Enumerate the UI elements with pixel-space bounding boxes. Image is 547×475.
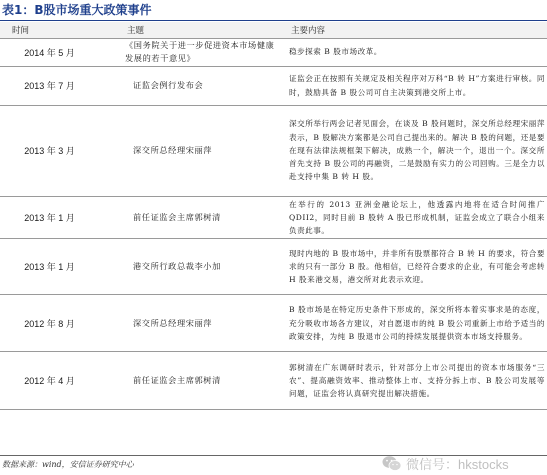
row-time: 2013 年 3 月 <box>0 105 107 196</box>
row-topic: 《国务院关于进一步促进资本市场健康发展的若干意见》 <box>107 38 287 66</box>
watermark <box>382 452 542 474</box>
table-row <box>0 105 547 196</box>
row-time: 2014 年 5 月 <box>0 38 107 66</box>
row-time: 2013 年 7 月 <box>0 66 107 105</box>
table-row <box>0 295 547 352</box>
row-time: 2013 年 1 月 <box>0 196 107 239</box>
watermark-text: 微信号：hkstocks <box>406 456 509 472</box>
data-source-note: 数据来源：wind，安信证券研究中心 <box>2 460 134 469</box>
row-content: 深交所举行两会记者见面会，在谈及 B 股问题时，深交所总经理宋丽萍表示，B 股解决方案都是公司自己提出来的。解决 B 股的问题，还是要在现有法律法规框架下解决，成熟一个，解决一个，退出一个。深交所首先支持 B 股公司的再融资，二是鼓励有实力的公司回购。三是全力以赴支持中集 B 转 H 股。 <box>287 105 547 196</box>
row-time: 2012 年 4 月 <box>0 352 107 410</box>
column-header-content: 主要内容 <box>287 22 547 38</box>
row-content: 证监会正在按照有关规定及相关程序对万科“B 转 H”方案进行审核。同时，鼓励具备 B 股公司可自主决策到港交所上市。 <box>287 66 547 105</box>
table-header-row <box>0 22 547 38</box>
row-topic: 深交所总经理宋丽萍 <box>107 105 287 196</box>
table-row <box>0 196 547 239</box>
policy-events-table <box>0 22 547 410</box>
column-header-time: 时间 <box>0 22 107 38</box>
table-caption: 表1：B股市场重大政策事件 <box>2 3 152 17</box>
row-topic: 前任证监会主席郭树清 <box>107 352 287 410</box>
row-content: 在举行的 2013 亚洲金融论坛上，他透露内地将在适合时间推广 QDII2，同时目前 B 股转 A 股已形成机制，证监会成立了联合小组来负责此事。 <box>287 196 547 239</box>
row-topic: 证监会例行发布会 <box>107 66 287 105</box>
column-header-topic: 主题 <box>107 22 287 38</box>
table-row <box>0 38 547 66</box>
row-content: B 股市场是在特定历史条件下形成的，深交所将本着实事求是的态度，充分吸收市场各方建议，对自愿退市的纯 B 股公司重新上市给予适当的政策安排，为纯 B 股退市公司的持续发展提供资本市场支持服务。 <box>287 295 547 352</box>
table-row <box>0 239 547 295</box>
caption-divider <box>0 20 547 21</box>
row-content: 郭树清在广东调研时表示，针对部分上市公司提出的资本市场服务“三农”、提高融资效率、推动整体上市、支持分拆上市、B 股公司发展等问题，证监会将认真研究提出解决措施。 <box>287 352 547 410</box>
row-content: 现时内地的 B 股市场中，并非所有股票都符合 B 转 H 的要求，符合要求的只有一部分 B 股。他相信，已经符合要求的企业，有可能会考虑转 H 股来港交易，港交所对此表示欢迎。 <box>287 239 547 295</box>
wechat-icon <box>382 455 402 472</box>
table-row <box>0 352 547 410</box>
row-time: 2013 年 1 月 <box>0 239 107 295</box>
row-time: 2012 年 8 月 <box>0 295 107 352</box>
row-content: 稳步探索 B 股市场改革。 <box>287 38 547 66</box>
row-topic: 深交所总经理宋丽萍 <box>107 295 287 352</box>
table-row <box>0 66 547 105</box>
row-topic: 港交所行政总裁李小加 <box>107 239 287 295</box>
row-topic: 前任证监会主席郭树清 <box>107 196 287 239</box>
